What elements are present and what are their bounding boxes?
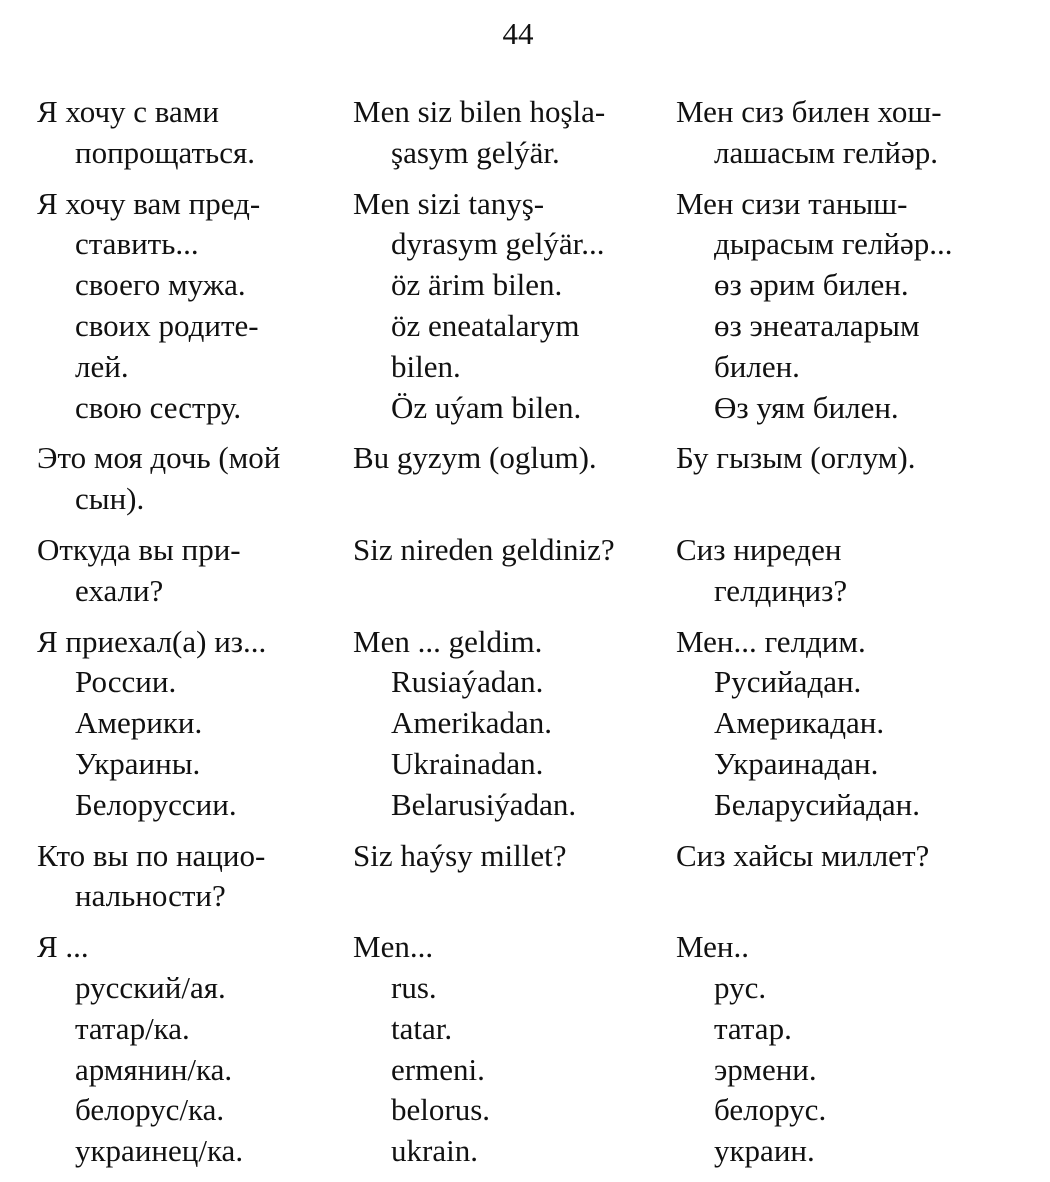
phrase-line: Өз уям билен. bbox=[714, 389, 899, 425]
phrase-line: татар. bbox=[714, 1010, 792, 1046]
phrase-line: Men siz bilen hoşla- bbox=[353, 94, 606, 129]
phrase-line: Siz nireden geldiniz? bbox=[353, 531, 615, 567]
turkmen-latin-column bbox=[353, 530, 663, 571]
phrase-line: Men sizi tanyş- bbox=[353, 185, 545, 221]
phrase-line: Я приехал(а) из... bbox=[37, 623, 267, 659]
phrase-line: Мен... гелдим. bbox=[676, 623, 866, 659]
phrase-line: ukrain. bbox=[391, 1133, 478, 1169]
russian-column bbox=[37, 836, 337, 918]
phrase-line: Белоруссии. bbox=[75, 786, 237, 822]
turkmen-latin-column bbox=[353, 622, 663, 826]
turkmen-latin-column bbox=[353, 184, 663, 429]
phrase-line: өз энеаталарым bbox=[714, 307, 920, 343]
turkmen-latin-column bbox=[353, 927, 663, 1172]
phrase-line: Amerikadan. bbox=[391, 705, 552, 741]
phrase-line: нальности? bbox=[75, 878, 226, 914]
phrase-line: şasym gelýär. bbox=[391, 134, 560, 170]
phrase-line: украин. bbox=[714, 1133, 815, 1169]
phrase-line: татар/ка. bbox=[75, 1010, 190, 1046]
phrase-line: рус. bbox=[714, 969, 767, 1005]
phrase-line: Я хочу с вами bbox=[37, 94, 219, 129]
phrase-line: белорус/ка. bbox=[75, 1092, 225, 1128]
phrase-line: Siz haýsy millet? bbox=[353, 837, 567, 873]
phrase-line: лашасым гелйәр. bbox=[714, 134, 938, 170]
page-number: 44 bbox=[502, 16, 534, 51]
phrase-line: России. bbox=[75, 664, 177, 700]
phrase-line: Я ... bbox=[37, 929, 89, 965]
phrase-line: Мен сиз билен хош- bbox=[676, 94, 942, 129]
phrase-line: Русийадан. bbox=[714, 664, 862, 700]
russian-column bbox=[37, 92, 337, 174]
phrase-line: Rusiaýadan. bbox=[391, 664, 544, 700]
phrase-line: өз әрим билен. bbox=[714, 267, 909, 303]
phrase-line: öz ärim bilen. bbox=[391, 267, 563, 303]
phrase-line: билен. bbox=[714, 348, 800, 384]
phrase-line: армянин/ка. bbox=[75, 1051, 233, 1087]
phrase-line: гелдиңиз? bbox=[714, 572, 848, 608]
phrase-line: эрмени. bbox=[714, 1051, 817, 1087]
turkmen-cyrillic-column bbox=[676, 92, 1046, 174]
russian-column bbox=[37, 438, 337, 520]
phrase-line: свою сестру. bbox=[75, 389, 242, 425]
phrase-line: Сиз ниреден bbox=[676, 531, 842, 567]
phrase-entry bbox=[0, 622, 1050, 826]
russian-column bbox=[37, 622, 337, 826]
phrase-line: ехали? bbox=[75, 572, 164, 608]
phrase-line: Мен.. bbox=[676, 929, 750, 965]
phrase-line: Belarusiýadan. bbox=[391, 786, 577, 822]
phrase-entry bbox=[0, 92, 1050, 174]
phrase-line: Бу гызым (оглум). bbox=[676, 440, 916, 476]
phrase-line: Bu gyzym (oglum). bbox=[353, 440, 597, 476]
phrase-line: ermeni. bbox=[391, 1051, 485, 1087]
phrase-line: tatar. bbox=[391, 1010, 453, 1046]
turkmen-latin-column bbox=[353, 92, 663, 174]
phrase-entry bbox=[0, 927, 1050, 1172]
phrase-line: rus. bbox=[391, 969, 437, 1005]
turkmen-cyrillic-column bbox=[676, 184, 1046, 429]
phrase-table bbox=[0, 92, 1050, 1182]
phrase-entry bbox=[0, 530, 1050, 612]
turkmen-latin-column bbox=[353, 836, 663, 877]
phrase-line: belorus. bbox=[391, 1092, 491, 1128]
phrase-line: ставить... bbox=[75, 226, 199, 262]
phrase-line: Men ... geldim. bbox=[353, 623, 543, 659]
phrase-line: Öz uýam bilen. bbox=[391, 389, 582, 425]
phrase-entry bbox=[0, 184, 1050, 429]
phrase-entry bbox=[0, 836, 1050, 918]
turkmen-cyrillic-column bbox=[676, 622, 1046, 826]
turkmen-cyrillic-column bbox=[676, 927, 1046, 1172]
phrase-line: dyrasym gelýär... bbox=[391, 226, 605, 262]
phrase-line: bilen. bbox=[391, 348, 461, 384]
phrase-line: Мен сизи таныш- bbox=[676, 185, 908, 221]
phrase-line: Сиз хайсы миллет? bbox=[676, 837, 930, 873]
turkmen-cyrillic-column bbox=[676, 530, 1046, 612]
phrase-line: Беларусийадан. bbox=[714, 786, 920, 822]
phrase-entry bbox=[0, 438, 1050, 520]
phrase-line: Украины. bbox=[75, 745, 201, 781]
phrase-line: попрощаться. bbox=[75, 134, 255, 170]
turkmen-cyrillic-column bbox=[676, 438, 1046, 479]
phrase-line: Это моя дочь (мой bbox=[37, 440, 281, 476]
phrase-line: своих родите- bbox=[75, 307, 259, 343]
phrase-line: Украинадан. bbox=[714, 745, 879, 781]
phrase-line: Америки. bbox=[75, 705, 203, 741]
phrase-line: своего мужа. bbox=[75, 267, 246, 303]
turkmen-cyrillic-column bbox=[676, 836, 1046, 877]
russian-column bbox=[37, 927, 337, 1172]
russian-column bbox=[37, 184, 337, 429]
phrase-line: сын). bbox=[75, 481, 145, 517]
phrase-line: Кто вы по нацио- bbox=[37, 837, 266, 873]
phrase-line: русский/ая. bbox=[75, 969, 226, 1005]
phrase-line: лей. bbox=[75, 348, 129, 384]
phrase-line: украинец/ка. bbox=[75, 1133, 244, 1169]
phrase-line: дырасым гелйәр... bbox=[714, 226, 953, 262]
turkmen-latin-column bbox=[353, 438, 663, 479]
phrase-line: Я хочу вам пред- bbox=[37, 185, 261, 221]
phrase-line: Men... bbox=[353, 929, 434, 965]
phrase-line: Америкадан. bbox=[714, 705, 885, 741]
russian-column bbox=[37, 530, 337, 612]
phrase-line: öz eneatalarym bbox=[391, 307, 580, 343]
phrase-line: Откуда вы при- bbox=[37, 531, 241, 567]
phrase-line: Ukrainadan. bbox=[391, 745, 544, 781]
phrase-line: белорус. bbox=[714, 1092, 827, 1128]
